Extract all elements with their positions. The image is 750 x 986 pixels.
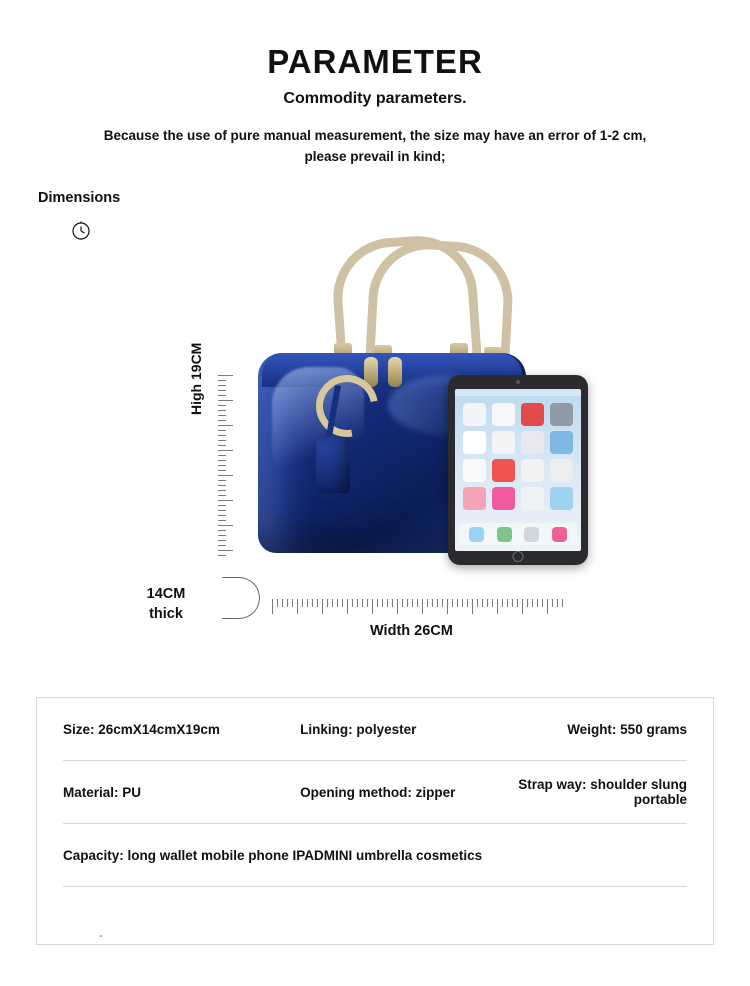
tablet-app-icon-10 bbox=[492, 459, 515, 482]
thickness-word: thick bbox=[149, 605, 183, 622]
tablet-dock-icon-4 bbox=[552, 527, 567, 542]
tablet-app-icon-7 bbox=[521, 431, 544, 454]
tablet-status-bar bbox=[455, 389, 581, 396]
thickness-value: 14CM bbox=[146, 586, 186, 602]
tablet-app-icon-5 bbox=[463, 431, 486, 454]
product-illustration bbox=[0, 225, 750, 655]
measurement-notice: Because the use of pure manual measurement, the size may have an error of 1-2 cm, please prevail in kind; bbox=[103, 128, 647, 165]
height-ruler bbox=[218, 375, 234, 555]
page-title: PARAMETER bbox=[267, 43, 483, 80]
dimensions-label: Dimensions bbox=[38, 190, 121, 206]
spec-linking: Linking: polyester bbox=[300, 721, 417, 737]
tablet-dock-icon-1 bbox=[469, 527, 484, 542]
tablet-screen bbox=[455, 389, 581, 551]
header bbox=[0, 0, 750, 168]
handbag-clasp-right bbox=[388, 357, 402, 387]
spec-weight: Weight: 550 grams bbox=[567, 721, 687, 737]
tablet-app-icon-11 bbox=[521, 459, 544, 482]
spec-strap-way: Strap way: shoulder slung portable bbox=[518, 777, 687, 807]
spec-row bbox=[63, 698, 687, 761]
tablet-app-icon-3 bbox=[521, 403, 544, 426]
tablet-dock-icon-2 bbox=[497, 527, 512, 542]
tablet-app-icon-16 bbox=[550, 487, 573, 510]
spec-material: Material: PU bbox=[63, 784, 142, 800]
tablet-dock-icon-3 bbox=[524, 527, 539, 542]
tablet-app-icon-9 bbox=[463, 459, 486, 482]
tablet-home-button-icon bbox=[513, 551, 524, 562]
tablet-device bbox=[448, 375, 588, 565]
tablet-app-icon-1 bbox=[463, 403, 486, 426]
thickness-label bbox=[134, 585, 198, 624]
tablet-app-icon-4 bbox=[550, 403, 573, 426]
tablet-app-icon-12 bbox=[550, 459, 573, 482]
spec-row bbox=[63, 761, 687, 824]
spec-tail-mark: - bbox=[99, 930, 103, 942]
thickness-arc bbox=[222, 577, 260, 619]
tablet-app-icon-14 bbox=[492, 487, 515, 510]
tablet-app-icon-2 bbox=[492, 403, 515, 426]
height-label: High 19CM bbox=[188, 342, 204, 415]
handbag-tag bbox=[316, 437, 350, 493]
spec-row bbox=[63, 824, 687, 887]
tablet-app-icon-6 bbox=[492, 431, 515, 454]
page-subtitle: Commodity parameters. bbox=[283, 90, 467, 108]
tablet-dock bbox=[459, 523, 577, 545]
tablet-app-icon-15 bbox=[521, 487, 544, 510]
spec-opening-method: Opening method: zipper bbox=[300, 784, 456, 800]
handbag-graphic bbox=[238, 225, 568, 595]
tablet-app-icon-13 bbox=[463, 487, 486, 510]
tablet-camera-icon bbox=[516, 380, 520, 384]
spec-capacity: Capacity: long wallet mobile phone IPADMINI umbrella cosmetics bbox=[63, 847, 483, 863]
spec-size: Size: 26cmX14cmX19cm bbox=[63, 721, 220, 737]
width-label: Width 26CM bbox=[370, 623, 453, 639]
specification-table bbox=[36, 697, 714, 945]
width-ruler bbox=[272, 599, 562, 615]
tablet-app-icon-8 bbox=[550, 431, 573, 454]
tablet-app-grid bbox=[455, 396, 581, 517]
